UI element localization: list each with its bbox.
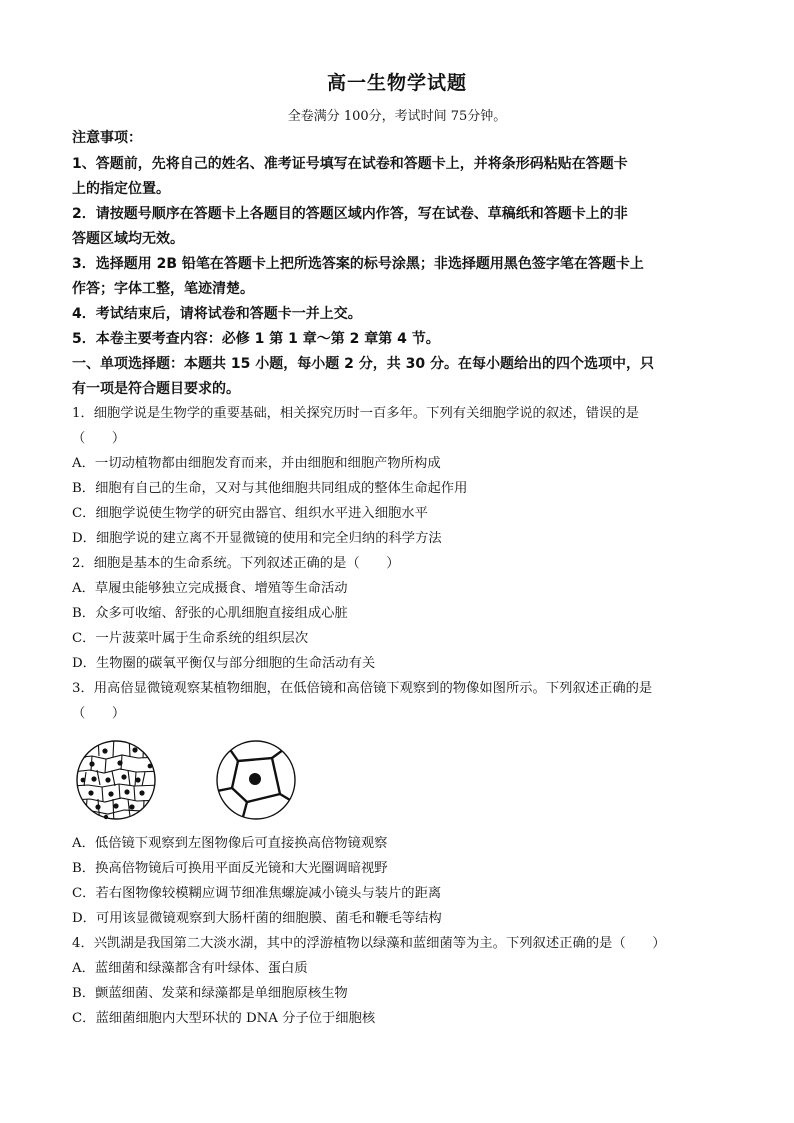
question-3-option-d: D．可用该显微镜观察到大肠杆菌的细胞膜、菌毛和鞭毛等结构: [72, 911, 442, 926]
note-line: 4．考试结束后，请将试卷和答题卡一并上交。: [72, 306, 362, 322]
question-1-option-a: A．一切动植物都由细胞发育而来，并由细胞和细胞产物所构成: [72, 456, 441, 471]
question-4-option-a: A．蓝细菌和绿藻都含有叶绿体、蛋白质: [72, 961, 308, 976]
microscope-figure: [72, 736, 312, 826]
high-power-view: [212, 738, 300, 826]
section-heading-cont: 有一项是符合题目要求的。: [72, 381, 240, 397]
note-line: 作答；字体工整，笔迹清楚。: [72, 281, 254, 297]
note-line: 答题区域均无效。: [72, 231, 184, 247]
question-4-option-b: B．颤蓝细菌、发菜和绿藻都是单细胞原核生物: [72, 986, 348, 1001]
question-2-option-c: C．一片菠菜叶属于生命系统的组织层次: [72, 631, 309, 646]
note-line: 1、答题前，先将自己的姓名、准考证号填写在试卷和答题卡上，并将条形码粘贴在答题卡: [72, 156, 628, 172]
exam-info: 全卷满分 100分，考试时间 75分钟。: [287, 109, 507, 124]
question-3-stem: 3．用高倍显微镜观察某植物细胞，在低倍镜和高倍镜下观察到的物像如图所示。下列叙述正确的是: [72, 681, 653, 696]
section-heading: 一、单项选择题：本题共 15 小题，每小题 2 分，共 30 分。在每小题给出的四个选项中，只: [72, 356, 654, 372]
question-1-answer-bracket: （ ）: [72, 431, 126, 446]
note-line: 上的指定位置。: [72, 181, 170, 197]
question-4-stem: 4．兴凯湖是我国第二大淡水湖，其中的浮游植物以绿藻和蓝细菌等为主。下列叙述正确的是（ ）: [72, 936, 666, 951]
question-1-option-d: D．细胞学说的建立离不开显微镜的使用和完全归纳的科学方法: [72, 531, 442, 546]
question-1-option-b: B．细胞有自己的生命，又对与其他细胞共同组成的整体生命起作用: [72, 481, 468, 496]
question-3-option-a: A．低倍镜下观察到左图物像后可直接换高倍物镜观察: [72, 836, 388, 851]
page-title: 高一生物学试题: [326, 72, 467, 94]
question-1-option-c: C．细胞学说使生物学的研究由器官、组织水平进入细胞水平: [72, 506, 428, 521]
question-3-answer-bracket: （ ）: [72, 706, 126, 721]
question-2-option-b: B．众多可收缩、舒张的心肌细胞直接组成心脏: [72, 606, 348, 621]
question-3-option-c: C．若右图物像较模糊应调节细准焦螺旋减小镜头与装片的距离: [72, 886, 442, 901]
microscope-views-svg: [72, 736, 312, 826]
low-power-view: [72, 736, 162, 826]
notes-heading: 注意事项：: [72, 130, 142, 146]
note-line: 2．请按题号顺序在答题卡上各题目的答题区域内作答，写在试卷、草稿纸和答题卡上的非: [72, 206, 628, 222]
note-line: 3．选择题用 2B 铅笔在答题卡上把所选答案的标号涂黑；非选择题用黑色签字笔在答题卡上: [72, 256, 644, 272]
question-1-stem: 1．细胞学说是生物学的重要基础，相关探究历时一百多年。下列有关细胞学说的叙述，错误的是: [72, 406, 639, 421]
question-2-option-a: A．草履虫能够独立完成摄食、增殖等生命活动: [72, 581, 348, 596]
question-3-option-b: B．换高倍物镜后可换用平面反光镜和大光圈调暗视野: [72, 861, 388, 876]
question-4-option-c: C．蓝细菌细胞内大型环状的 DNA 分子位于细胞核: [72, 1011, 376, 1026]
question-2-stem: 2．细胞是基本的生命系统。下列叙述正确的是（ ）: [72, 556, 400, 571]
note-line: 5．本卷主要考查内容：必修 1 第 1 章～第 2 章第 4 节。: [72, 331, 440, 347]
question-2-option-d: D．生物圈的碳氧平衡仅与部分细胞的生命活动有关: [72, 656, 376, 671]
